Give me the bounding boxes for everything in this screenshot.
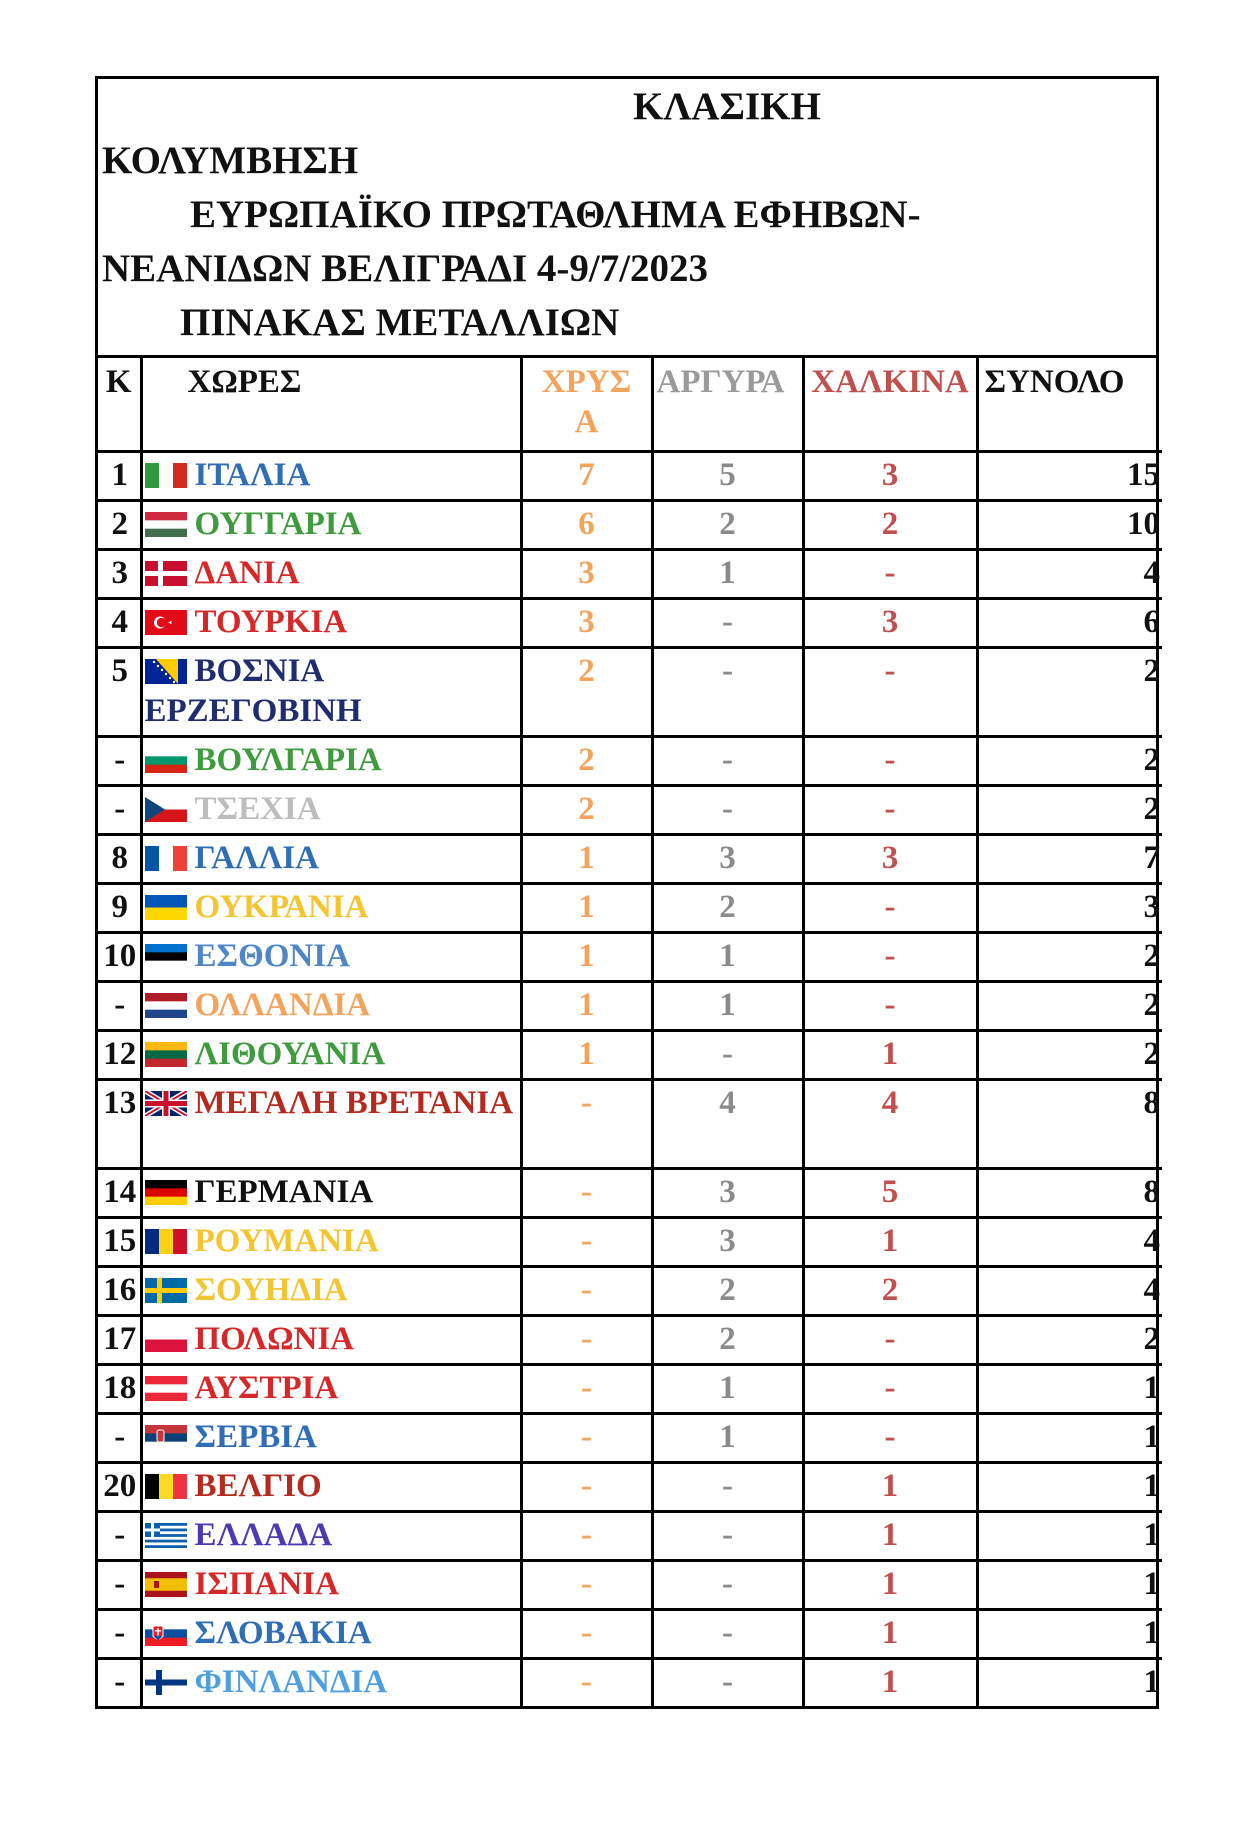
rank-cell: 20: [98, 1463, 141, 1512]
gold-cell: 1: [521, 933, 652, 982]
title-line-2: ΚΟΛΥΜΒΗΣΗ: [102, 139, 359, 182]
country-cell: [141, 550, 521, 599]
total-cell: 1: [977, 1365, 1162, 1414]
country-name: ΤΣΕΧΙΑ: [194, 791, 321, 827]
silver-cell: -: [652, 1512, 803, 1561]
country-cell: [141, 648, 521, 737]
silver-cell: 3: [652, 1169, 803, 1218]
table-row: [98, 786, 1162, 835]
rank-cell: -: [98, 1659, 141, 1707]
silver-cell: -: [652, 1561, 803, 1610]
country-cell: [141, 1610, 521, 1659]
table-row: [98, 933, 1162, 982]
rank-cell: -: [98, 1561, 141, 1610]
table-row: [98, 648, 1162, 737]
bronze-cell: -: [803, 933, 977, 982]
gold-cell: -: [521, 1414, 652, 1463]
bronze-cell: 1: [803, 1218, 977, 1267]
sweden-flag-icon: [145, 1278, 187, 1303]
table-row: [98, 1169, 1162, 1218]
silver-cell: -: [652, 1463, 803, 1512]
rank-cell: -: [98, 982, 141, 1031]
gold-cell: 1: [521, 884, 652, 933]
header-country: ΧΩΡΕΣ: [141, 358, 521, 452]
total-cell: 2: [977, 737, 1162, 786]
gold-cell: -: [521, 1659, 652, 1707]
country-cell: [141, 501, 521, 550]
hungary-flag-icon: [145, 512, 187, 537]
bronze-cell: -: [803, 1414, 977, 1463]
bronze-cell: -: [803, 737, 977, 786]
table-row: [98, 835, 1162, 884]
netherlands-flag-icon: [145, 993, 187, 1018]
total-cell: 8: [977, 1169, 1162, 1218]
country-name: ΒΟΥΛΓΑΡΙΑ: [194, 742, 382, 778]
bronze-cell: -: [803, 884, 977, 933]
silver-cell: -: [652, 1659, 803, 1707]
title-line-3: ΕΥΡΩΠΑΪΚΟ ΠΡΩΤΑΘΛΗΜΑ ΕΦΗΒΩΝ-: [190, 193, 921, 236]
austria-flag-icon: [145, 1376, 187, 1401]
rank-cell: 15: [98, 1218, 141, 1267]
silver-cell: -: [652, 1610, 803, 1659]
country-cell: [141, 1031, 521, 1080]
bronze-cell: 1: [803, 1561, 977, 1610]
ukraine-flag-icon: [145, 895, 187, 920]
header-total: ΣΥΝΟΛΟ: [977, 358, 1162, 452]
greece-flag-icon: [145, 1523, 187, 1548]
france-flag-icon: [145, 846, 187, 871]
total-cell: 4: [977, 1267, 1162, 1316]
gold-cell: 1: [521, 982, 652, 1031]
medal-table: [98, 358, 1162, 1706]
table-row: [98, 1659, 1162, 1707]
spain-flag-icon: [145, 1572, 187, 1597]
table-row: [98, 599, 1162, 648]
total-cell: 4: [977, 550, 1162, 599]
table-row: [98, 1267, 1162, 1316]
total-cell: 4: [977, 1218, 1162, 1267]
total-cell: 1: [977, 1463, 1162, 1512]
table-row: [98, 884, 1162, 933]
country-name: ΙΣΠΑΝΙΑ: [194, 1566, 339, 1602]
rank-cell: 4: [98, 599, 141, 648]
country-name: ΓΑΛΛΙΑ: [194, 840, 319, 876]
silver-cell: 1: [652, 982, 803, 1031]
country-cell: [141, 1414, 521, 1463]
gold-cell: -: [521, 1169, 652, 1218]
gold-cell: -: [521, 1463, 652, 1512]
poland-flag-icon: [145, 1327, 187, 1352]
country-cell: [141, 884, 521, 933]
table-row: [98, 452, 1162, 501]
table-row: [98, 1316, 1162, 1365]
denmark-flag-icon: [145, 561, 187, 586]
country-cell: [141, 786, 521, 835]
silver-cell: 1: [652, 550, 803, 599]
rank-cell: 8: [98, 835, 141, 884]
bronze-cell: 3: [803, 835, 977, 884]
turkey-flag-icon: [145, 610, 187, 635]
gold-cell: -: [521, 1561, 652, 1610]
title-block: [98, 79, 1156, 358]
gold-cell: 3: [521, 599, 652, 648]
country-name: ΑΥΣΤΡΙΑ: [194, 1370, 339, 1406]
bronze-cell: 5: [803, 1169, 977, 1218]
rank-cell: 17: [98, 1316, 141, 1365]
gold-cell: -: [521, 1267, 652, 1316]
uk-flag-icon: [145, 1091, 187, 1116]
bronze-cell: 1: [803, 1610, 977, 1659]
silver-cell: 1: [652, 1365, 803, 1414]
bronze-cell: -: [803, 982, 977, 1031]
czechia-flag-icon: [145, 797, 187, 822]
country-cell: [141, 1463, 521, 1512]
total-cell: 2: [977, 1316, 1162, 1365]
gold-cell: -: [521, 1512, 652, 1561]
total-cell: 1: [977, 1659, 1162, 1707]
bronze-cell: 1: [803, 1659, 977, 1707]
header-silver: ΑΡΓΥΡΑ: [652, 358, 803, 452]
lithuania-flag-icon: [145, 1042, 187, 1067]
country-cell: [141, 933, 521, 982]
rank-cell: 14: [98, 1169, 141, 1218]
country-cell: [141, 982, 521, 1031]
table-row: [98, 1080, 1162, 1169]
silver-cell: -: [652, 1031, 803, 1080]
table-row: [98, 737, 1162, 786]
country-cell: [141, 599, 521, 648]
total-cell: 1: [977, 1512, 1162, 1561]
header-gold-label: ΧΡΥΣΑ: [541, 364, 632, 440]
country-name: ΟΥΚΡΑΝΙΑ: [194, 889, 369, 925]
silver-cell: -: [652, 648, 803, 737]
gold-cell: 1: [521, 835, 652, 884]
belgium-flag-icon: [145, 1474, 187, 1499]
serbia-flag-icon: [145, 1425, 187, 1450]
table-row: [98, 1610, 1162, 1659]
medal-table-sheet: [95, 76, 1159, 1709]
silver-cell: 1: [652, 1414, 803, 1463]
bronze-cell: -: [803, 1365, 977, 1414]
total-cell: 2: [977, 1031, 1162, 1080]
rank-cell: 1: [98, 452, 141, 501]
bronze-cell: 2: [803, 1267, 977, 1316]
country-name: ΟΥΓΓΑΡΙΑ: [194, 506, 362, 542]
country-name: ΒΕΛΓΙΟ: [194, 1468, 322, 1504]
silver-cell: 2: [652, 884, 803, 933]
country-cell: [141, 1080, 521, 1169]
silver-cell: -: [652, 737, 803, 786]
rank-cell: 3: [98, 550, 141, 599]
total-cell: 3: [977, 884, 1162, 933]
country-name: ΦΙΝΛΑΝΔΙΑ: [194, 1664, 388, 1700]
country-name: ΣΟΥΗΔΙΑ: [194, 1272, 348, 1308]
rank-cell: -: [98, 786, 141, 835]
romania-flag-icon: [145, 1229, 187, 1254]
rank-cell: 12: [98, 1031, 141, 1080]
country-name: ΜΕΓΑΛΗ ΒΡΕΤΑΝΙΑ: [194, 1085, 514, 1121]
country-cell: [141, 1365, 521, 1414]
table-row: [98, 1463, 1162, 1512]
silver-cell: 1: [652, 933, 803, 982]
table-row: [98, 1218, 1162, 1267]
gold-cell: 1: [521, 1031, 652, 1080]
table-row: [98, 1512, 1162, 1561]
gold-cell: 6: [521, 501, 652, 550]
country-cell: [141, 737, 521, 786]
country-name: ΙΤΑΛΙΑ: [194, 457, 311, 493]
gold-cell: -: [521, 1610, 652, 1659]
rank-cell: 16: [98, 1267, 141, 1316]
gold-cell: 3: [521, 550, 652, 599]
table-row: [98, 501, 1162, 550]
country-cell: [141, 1659, 521, 1707]
bronze-cell: 3: [803, 452, 977, 501]
total-cell: 6: [977, 599, 1162, 648]
bulgaria-flag-icon: [145, 748, 187, 773]
country-name: ΡΟΥΜΑΝΙΑ: [194, 1223, 379, 1259]
gold-cell: -: [521, 1218, 652, 1267]
country-name: ΣΕΡΒΙΑ: [194, 1419, 317, 1455]
country-name: ΔΑΝΙΑ: [194, 555, 300, 591]
country-cell: [141, 1267, 521, 1316]
rank-cell: 2: [98, 501, 141, 550]
finland-flag-icon: [145, 1670, 187, 1695]
total-cell: 1: [977, 1610, 1162, 1659]
header-gold: [521, 358, 652, 452]
country-name: ΣΛΟΒΑΚΙΑ: [194, 1615, 372, 1651]
gold-cell: -: [521, 1316, 652, 1365]
country-name: ΕΣΘΟΝΙΑ: [194, 938, 350, 974]
germany-flag-icon: [145, 1180, 187, 1205]
bronze-cell: 1: [803, 1463, 977, 1512]
country-name: ΠΟΛΩΝΙΑ: [194, 1321, 355, 1357]
italy-flag-icon: [145, 463, 187, 488]
rank-cell: 10: [98, 933, 141, 982]
total-cell: 7: [977, 835, 1162, 884]
country-name: ΕΛΛΑΔΑ: [194, 1517, 333, 1553]
total-cell: 2: [977, 933, 1162, 982]
rank-cell: 18: [98, 1365, 141, 1414]
country-cell: [141, 835, 521, 884]
bronze-cell: 4: [803, 1080, 977, 1169]
total-cell: 2: [977, 786, 1162, 835]
silver-cell: 3: [652, 1218, 803, 1267]
country-name: ΛΙΘΟΥΑΝΙΑ: [194, 1036, 386, 1072]
country-cell: [141, 1169, 521, 1218]
country-cell: [141, 1316, 521, 1365]
table-row: [98, 982, 1162, 1031]
table-row: [98, 1414, 1162, 1463]
silver-cell: 4: [652, 1080, 803, 1169]
slovakia-flag-icon: [145, 1621, 187, 1646]
header-rank: Κ: [98, 358, 141, 452]
silver-cell: -: [652, 786, 803, 835]
title-line-1: ΚΛΑΣΙΚΗ: [633, 85, 821, 128]
gold-cell: -: [521, 1080, 652, 1169]
bronze-cell: -: [803, 1316, 977, 1365]
bronze-cell: 3: [803, 599, 977, 648]
table-row: [98, 1365, 1162, 1414]
country-name: ΒΟΣΝΙΑ ΕΡΖΕΓΟΒΙΝΗ: [144, 653, 362, 729]
total-cell: 1: [977, 1414, 1162, 1463]
country-cell: [141, 1512, 521, 1561]
table-row: [98, 550, 1162, 599]
gold-cell: 2: [521, 737, 652, 786]
total-cell: 8: [977, 1080, 1162, 1169]
silver-cell: 2: [652, 501, 803, 550]
rank-cell: 5: [98, 648, 141, 737]
bronze-cell: 2: [803, 501, 977, 550]
gold-cell: 2: [521, 786, 652, 835]
title-line-4: ΝΕΑΝΙΔΩΝ ΒΕΛΙΓΡΑΔΙ 4-9/7/2023: [102, 247, 709, 290]
bronze-cell: 1: [803, 1512, 977, 1561]
rank-cell: -: [98, 737, 141, 786]
bronze-cell: 1: [803, 1031, 977, 1080]
silver-cell: 3: [652, 835, 803, 884]
country-cell: [141, 1561, 521, 1610]
gold-cell: 7: [521, 452, 652, 501]
title-line-5: ΠΙΝΑΚΑΣ ΜΕΤΑΛΛΙΩΝ: [180, 301, 620, 344]
country-name: ΟΛΛΑΝΔΙΑ: [194, 987, 371, 1023]
bosnia-flag-icon: [145, 659, 187, 684]
total-cell: 2: [977, 982, 1162, 1031]
silver-cell: 2: [652, 1316, 803, 1365]
silver-cell: 2: [652, 1267, 803, 1316]
header-row: [98, 358, 1162, 452]
bronze-cell: -: [803, 786, 977, 835]
table-row: [98, 1561, 1162, 1610]
country-cell: [141, 452, 521, 501]
header-bronze-label: ΧΑΛΚΙΝΑ: [811, 364, 969, 400]
rank-cell: 9: [98, 884, 141, 933]
rank-cell: -: [98, 1610, 141, 1659]
table-row: [98, 1031, 1162, 1080]
total-cell: 1: [977, 1561, 1162, 1610]
bronze-cell: -: [803, 648, 977, 737]
rank-cell: 13: [98, 1080, 141, 1169]
bronze-cell: -: [803, 550, 977, 599]
total-cell: 2: [977, 648, 1162, 737]
silver-cell: 5: [652, 452, 803, 501]
total-cell: 15: [977, 452, 1162, 501]
estonia-flag-icon: [145, 944, 187, 969]
country-cell: [141, 1218, 521, 1267]
silver-cell: -: [652, 599, 803, 648]
gold-cell: -: [521, 1365, 652, 1414]
rank-cell: -: [98, 1414, 141, 1463]
rank-cell: -: [98, 1512, 141, 1561]
total-cell: 10: [977, 501, 1162, 550]
gold-cell: 2: [521, 648, 652, 737]
country-name: ΤΟΥΡΚΙΑ: [194, 604, 348, 640]
header-bronze: [803, 358, 977, 452]
country-name: ΓΕΡΜΑΝΙΑ: [194, 1174, 374, 1210]
